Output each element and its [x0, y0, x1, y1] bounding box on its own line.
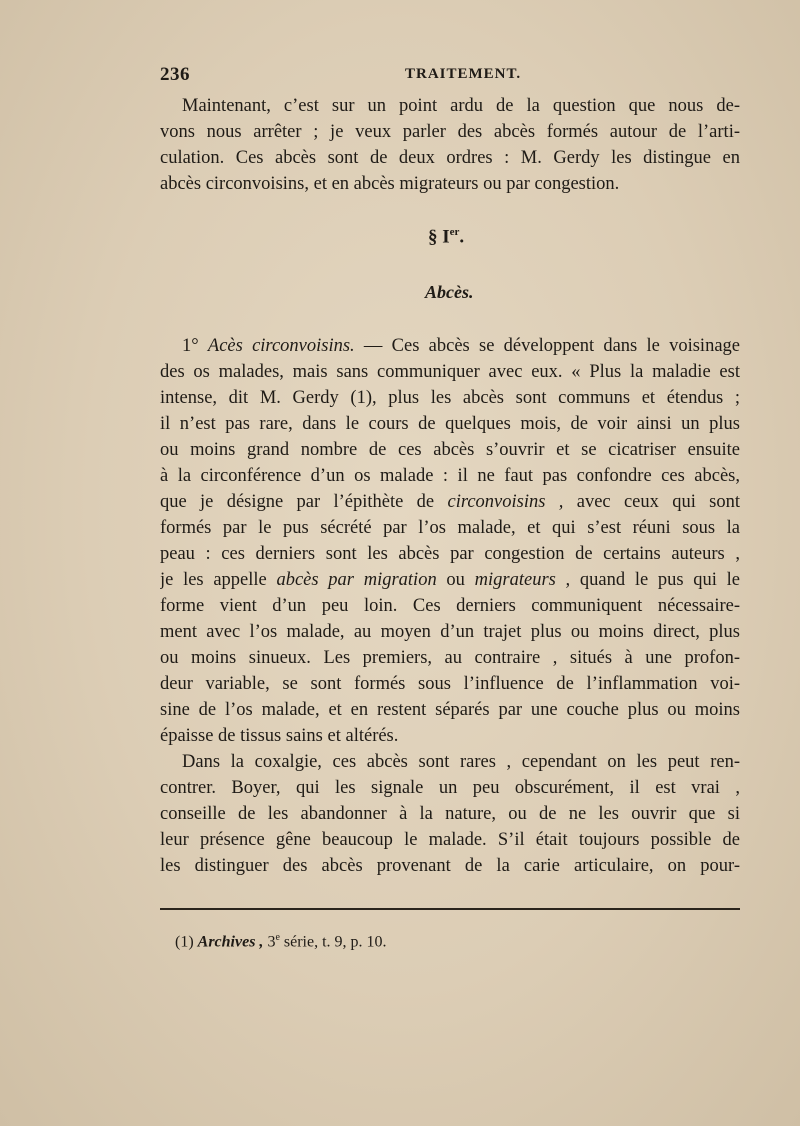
text-line: forme vient d’un peu loin. Ces derniers communiquent nécessaire-: [160, 596, 740, 616]
text-line: des os malades, mais sans communiquer avec eux. « Plus la maladie est: [160, 362, 740, 382]
italic-run: migrateurs ,: [474, 570, 571, 590]
text-line: sine de l’os malade, et en restent séparés par une couche plus ou moins: [160, 700, 740, 720]
footnote-series-sup: e: [275, 932, 280, 943]
text-line: culation. Ces abcès sont de deux ordres : M. Gerdy les distingue en: [160, 148, 740, 168]
text-line: formés par le pus sécrété par l’os malade, et qui s’est réuni sous la: [160, 518, 740, 538]
footnote-rest: série, t. 9, p. 10.: [279, 933, 387, 951]
section-mark-end: .: [459, 226, 465, 248]
text-line: deur variable, se sont formés sous l’influence de l’inflammation voi-: [160, 674, 740, 694]
text-run: quand le pus qui le: [570, 570, 740, 590]
text-line: contrer. Boyer, qui les signale un peu obscurément, il est vrai ,: [160, 778, 740, 798]
text-line: intense, dit M. Gerdy (1), plus les abcès sont communs et étendus ;: [160, 388, 740, 408]
section-mark: § I: [428, 226, 450, 248]
text-line: peau : ces derniers sont les abcès par congestion de certains auteurs ,: [160, 544, 740, 564]
text-run: — Ces abcès se développent dans le voisinage: [354, 336, 740, 356]
text-line: ou moins sinueux. Les premiers, au contraire , situés à une profon-: [160, 648, 740, 668]
text-line: Dans la coxalgie, ces abcès sont rares , cependant on les peut ren-: [182, 752, 740, 772]
italic-run: abcès par migration: [276, 570, 437, 590]
text-line: conseille de les abandonner à la nature, ou de ne les ouvrir que si: [160, 804, 740, 824]
text-line: Maintenant, c’est sur un point ardu de la question que nous de-: [182, 96, 740, 116]
footnote-source: Archives ,: [197, 933, 264, 951]
text-line: [160, 567, 740, 593]
text-run: 1°: [182, 336, 208, 356]
text-line: [160, 333, 740, 359]
section-title: Abcès.: [425, 282, 474, 302]
paragraph-3: [160, 749, 740, 879]
footnote: [175, 932, 387, 951]
text-line: vons nous arrêter ; je veux parler des abcès formés autour de l’arti-: [160, 122, 740, 142]
italic-run: circonvoisins ,: [447, 492, 564, 512]
text-line: épaisse de tissus sains et altérés.: [160, 726, 399, 746]
text-line: [160, 489, 740, 515]
section-mark-sup: er: [449, 226, 460, 238]
footnote-number: (1): [175, 933, 198, 951]
running-head: TRAITEMENT.: [405, 66, 522, 82]
text-line: les distinguer des abcès provenant de la carie articulaire, on pour-: [160, 856, 740, 876]
footnote-series: 3: [263, 933, 276, 951]
text-line: à la circonférence d’un os malade : il ne faut pas confondre ces abcès,: [160, 466, 740, 486]
text-run: je les appelle: [160, 570, 277, 590]
page-header: [160, 64, 738, 90]
text-line: leur présence gêne beaucoup le malade. S’il était toujours possible de: [160, 830, 740, 850]
text-line: ou moins grand nombre de ces abcès s’ouvrir et se cicatriser ensuite: [160, 440, 740, 460]
text-run: ou: [436, 570, 475, 590]
section-heading: [428, 226, 464, 248]
text-run: avec ceux qui sont: [563, 492, 740, 512]
text-line: abcès circonvoisins, et en abcès migrateurs ou par congestion.: [160, 174, 620, 194]
text-line: il n’est pas rare, dans le cours de quelques mois, de voir ainsi un plus: [160, 414, 740, 434]
footnote-rule: [160, 908, 740, 910]
text-line: ment avec l’os malade, au moyen d’un trajet plus ou moins direct, plus: [160, 622, 740, 642]
paragraph-2: [160, 333, 740, 749]
paragraph-1: [160, 93, 740, 197]
italic-run: Acès circonvoisins.: [207, 336, 355, 356]
text-run: que je désigne par l’épithète de: [160, 492, 448, 512]
page-number: 236: [160, 64, 190, 85]
